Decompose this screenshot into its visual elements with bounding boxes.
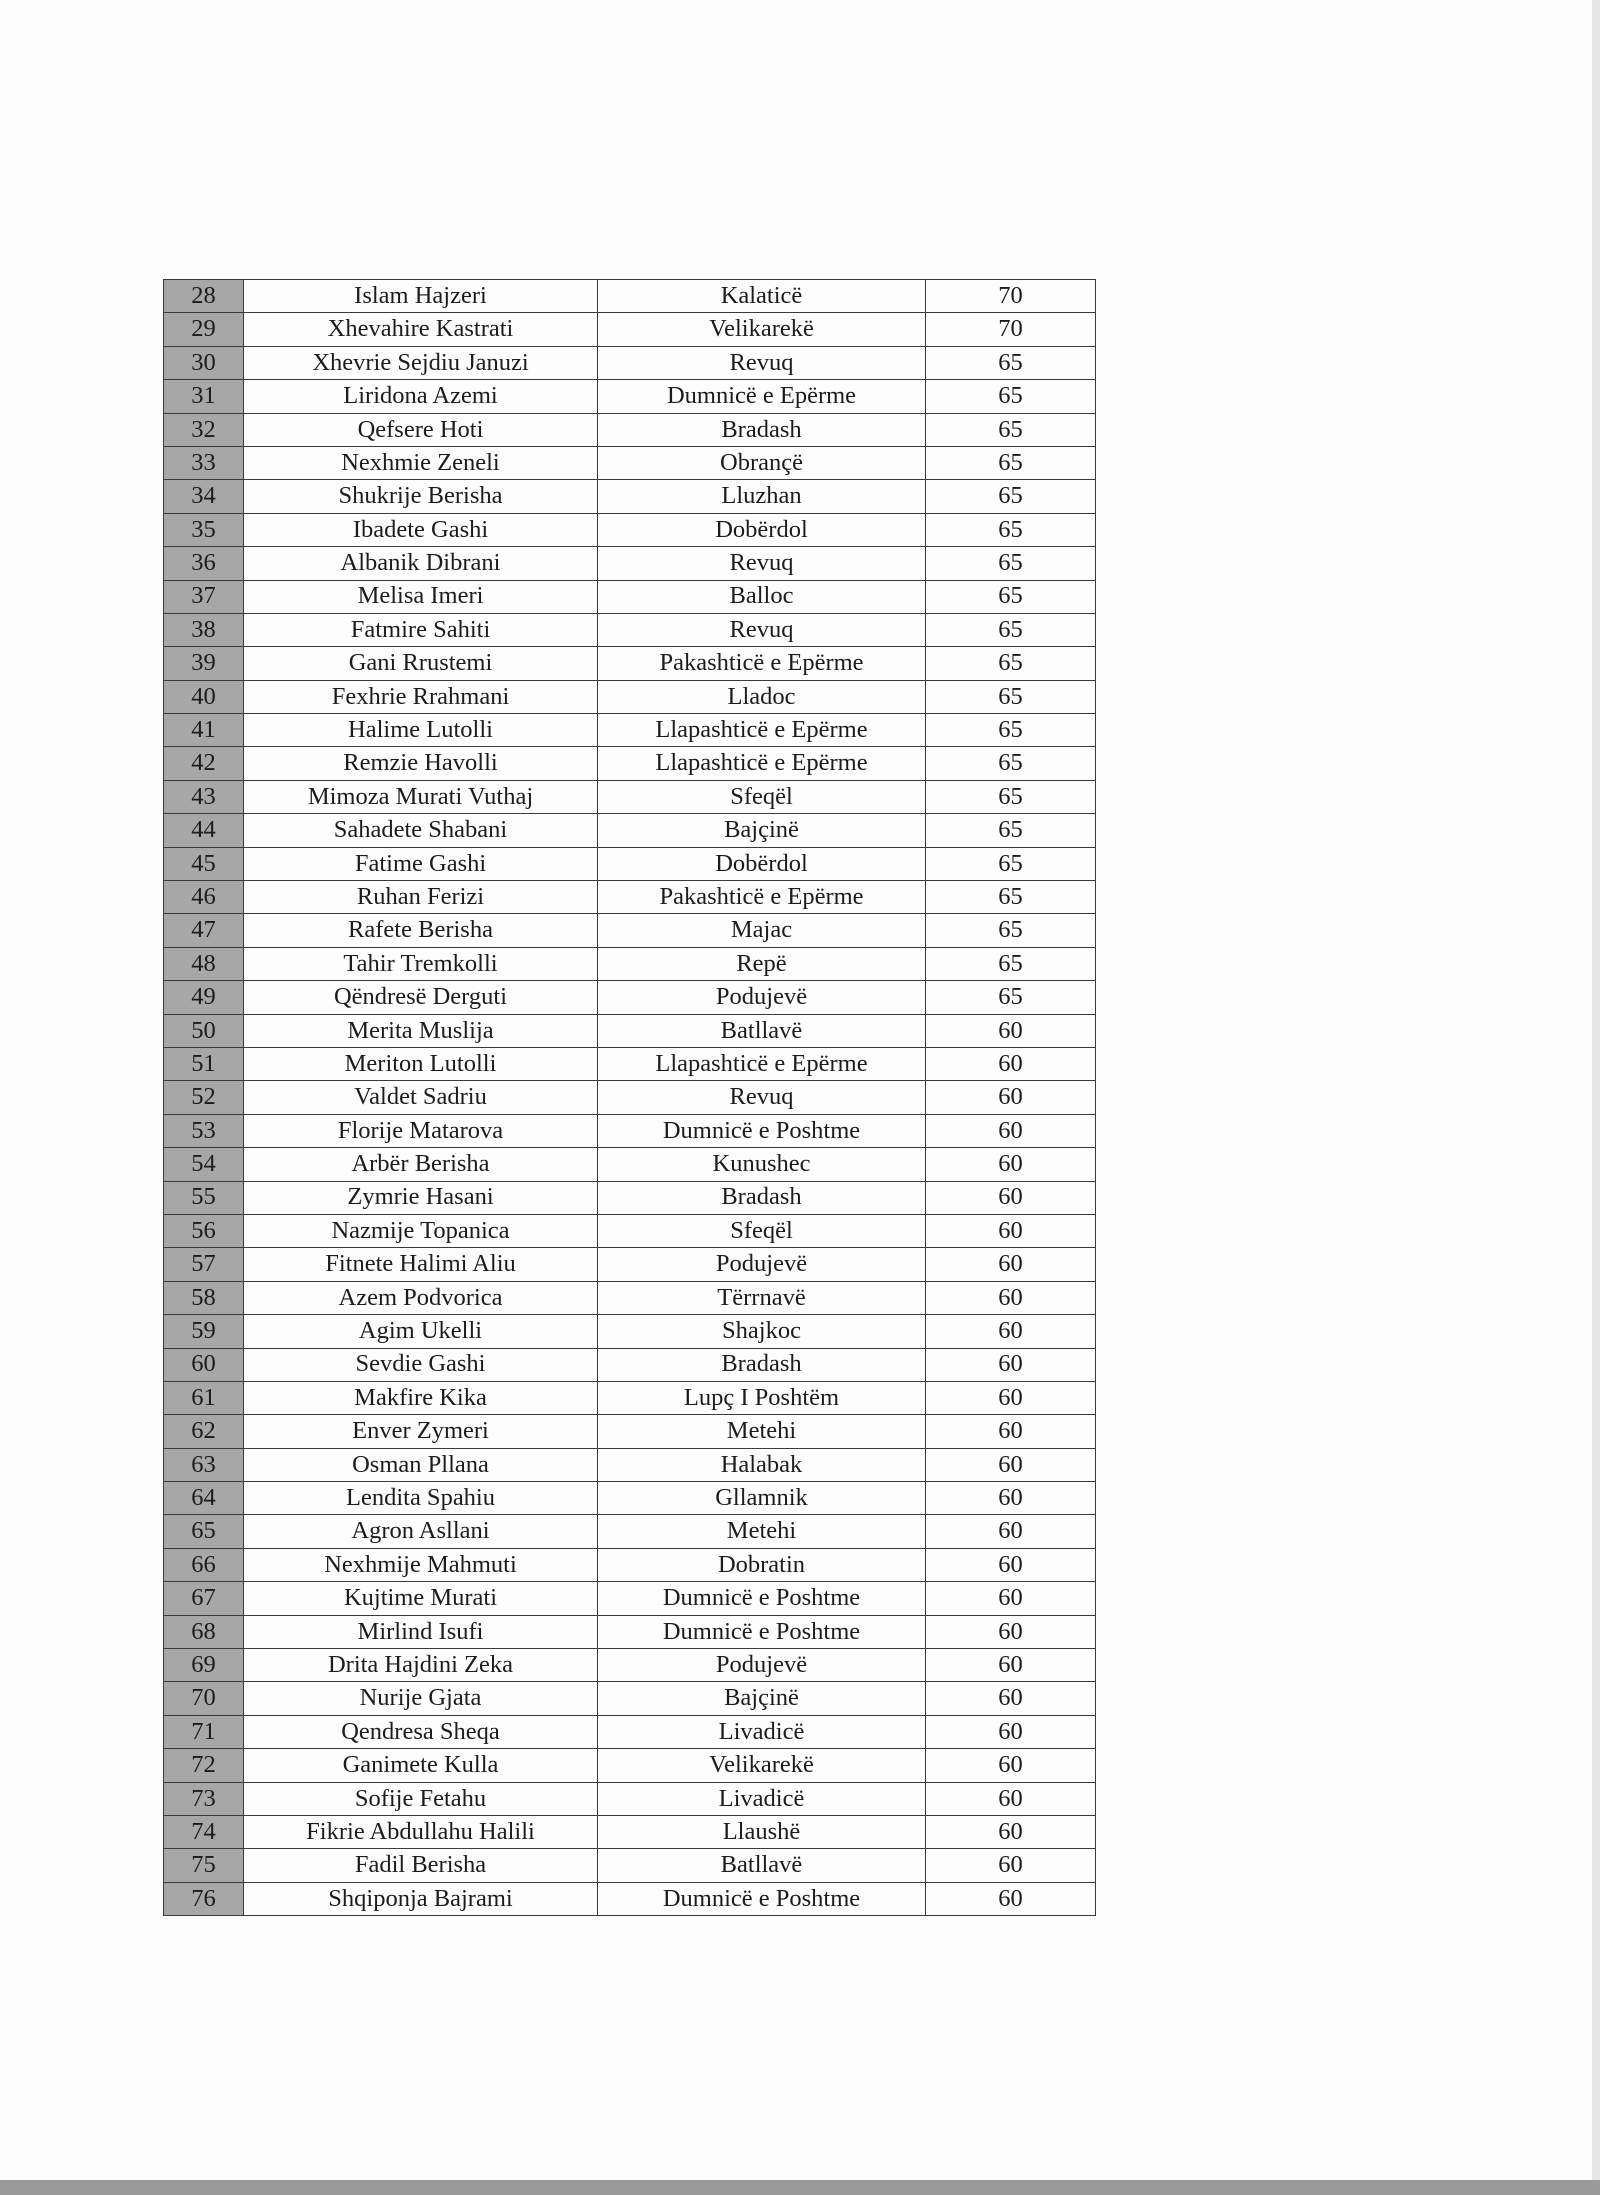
table-row xyxy=(164,346,1096,379)
person-name: Fadil Berisha xyxy=(244,1849,598,1882)
points-value: 60 xyxy=(926,1448,1096,1481)
person-name: Shukrije Berisha xyxy=(244,480,598,513)
table-row xyxy=(164,280,1096,313)
person-name: Qendresa Sheqa xyxy=(244,1715,598,1748)
village-name: Dumnicë e Poshtme xyxy=(598,1882,926,1915)
row-number: 41 xyxy=(164,714,244,747)
row-number: 67 xyxy=(164,1582,244,1615)
row-number: 54 xyxy=(164,1148,244,1181)
village-name: Bradash xyxy=(598,1348,926,1381)
person-name: Agim Ukelli xyxy=(244,1315,598,1348)
village-name: Llaushë xyxy=(598,1815,926,1848)
row-number: 71 xyxy=(164,1715,244,1748)
village-name: Metehi xyxy=(598,1415,926,1448)
table-row xyxy=(164,547,1096,580)
table-row xyxy=(164,1248,1096,1281)
village-name: Batllavë xyxy=(598,1849,926,1882)
person-name: Fitnete Halimi Aliu xyxy=(244,1248,598,1281)
person-name: Fatime Gashi xyxy=(244,847,598,880)
points-value: 65 xyxy=(926,346,1096,379)
points-value: 65 xyxy=(926,747,1096,780)
points-value: 65 xyxy=(926,814,1096,847)
row-number: 74 xyxy=(164,1815,244,1848)
village-name: Sfeqël xyxy=(598,1214,926,1247)
points-value: 65 xyxy=(926,714,1096,747)
points-value: 60 xyxy=(926,1782,1096,1815)
person-name: Albanik Dibrani xyxy=(244,547,598,580)
table-row xyxy=(164,1582,1096,1615)
row-number: 43 xyxy=(164,780,244,813)
table-row xyxy=(164,1415,1096,1448)
points-value: 65 xyxy=(926,847,1096,880)
results-table xyxy=(163,279,1096,1916)
row-number: 45 xyxy=(164,847,244,880)
person-name: Kujtime Murati xyxy=(244,1582,598,1615)
person-name: Xhevahire Kastrati xyxy=(244,313,598,346)
points-value: 70 xyxy=(926,280,1096,313)
row-number: 61 xyxy=(164,1381,244,1414)
points-value: 60 xyxy=(926,1715,1096,1748)
person-name: Enver Zymeri xyxy=(244,1415,598,1448)
points-value: 60 xyxy=(926,1281,1096,1314)
points-value: 60 xyxy=(926,1248,1096,1281)
table-row xyxy=(164,613,1096,646)
row-number: 50 xyxy=(164,1014,244,1047)
table-row xyxy=(164,1782,1096,1815)
points-value: 65 xyxy=(926,647,1096,680)
village-name: Dumnicë e Poshtme xyxy=(598,1582,926,1615)
village-name: Bradash xyxy=(598,413,926,446)
row-number: 52 xyxy=(164,1081,244,1114)
table-row xyxy=(164,1749,1096,1782)
person-name: Zymrie Hasani xyxy=(244,1181,598,1214)
points-value: 65 xyxy=(926,981,1096,1014)
row-number: 47 xyxy=(164,914,244,947)
points-value: 65 xyxy=(926,413,1096,446)
row-number: 31 xyxy=(164,380,244,413)
village-name: Lluzhan xyxy=(598,480,926,513)
points-value: 65 xyxy=(926,380,1096,413)
person-name: Valdet Sadriu xyxy=(244,1081,598,1114)
row-number: 29 xyxy=(164,313,244,346)
table-row xyxy=(164,814,1096,847)
table-row xyxy=(164,881,1096,914)
row-number: 72 xyxy=(164,1749,244,1782)
table-row xyxy=(164,1114,1096,1147)
village-name: Tërrnavë xyxy=(598,1281,926,1314)
table-row xyxy=(164,1515,1096,1548)
village-name: Llapashticë e Epërme xyxy=(598,1047,926,1080)
row-number: 42 xyxy=(164,747,244,780)
table-row xyxy=(164,480,1096,513)
table-row xyxy=(164,1548,1096,1581)
table-row xyxy=(164,714,1096,747)
village-name: Bradash xyxy=(598,1181,926,1214)
person-name: Drita Hajdini Zeka xyxy=(244,1649,598,1682)
table-row xyxy=(164,981,1096,1014)
table-row xyxy=(164,1682,1096,1715)
person-name: Halime Lutolli xyxy=(244,714,598,747)
table-row xyxy=(164,1047,1096,1080)
row-number: 51 xyxy=(164,1047,244,1080)
row-number: 58 xyxy=(164,1281,244,1314)
points-value: 60 xyxy=(926,1148,1096,1181)
table-row xyxy=(164,647,1096,680)
row-number: 66 xyxy=(164,1548,244,1581)
village-name: Gllamnik xyxy=(598,1482,926,1515)
village-name: Lupç I Poshtëm xyxy=(598,1381,926,1414)
row-number: 40 xyxy=(164,680,244,713)
points-value: 60 xyxy=(926,1882,1096,1915)
table-row xyxy=(164,847,1096,880)
table-row xyxy=(164,1315,1096,1348)
row-number: 35 xyxy=(164,513,244,546)
table-row xyxy=(164,513,1096,546)
person-name: Mirlind Isufi xyxy=(244,1615,598,1648)
village-name: Livadicë xyxy=(598,1715,926,1748)
row-number: 75 xyxy=(164,1849,244,1882)
points-value: 65 xyxy=(926,780,1096,813)
person-name: Osman Pllana xyxy=(244,1448,598,1481)
row-number: 48 xyxy=(164,947,244,980)
village-name: Lladoc xyxy=(598,680,926,713)
points-value: 60 xyxy=(926,1415,1096,1448)
village-name: Dumnicë e Epërme xyxy=(598,380,926,413)
village-name: Bajçinë xyxy=(598,1682,926,1715)
village-name: Pakashticë e Epërme xyxy=(598,647,926,680)
village-name: Bajçinë xyxy=(598,814,926,847)
person-name: Xhevrie Sejdiu Januzi xyxy=(244,346,598,379)
points-value: 65 xyxy=(926,914,1096,947)
row-number: 33 xyxy=(164,446,244,479)
table-row xyxy=(164,914,1096,947)
table-row xyxy=(164,580,1096,613)
person-name: Sofije Fetahu xyxy=(244,1782,598,1815)
row-number: 32 xyxy=(164,413,244,446)
points-value: 65 xyxy=(926,580,1096,613)
points-value: 65 xyxy=(926,947,1096,980)
village-name: Dobërdol xyxy=(598,513,926,546)
points-value: 60 xyxy=(926,1682,1096,1715)
table-row xyxy=(164,680,1096,713)
row-number: 69 xyxy=(164,1649,244,1682)
table-row xyxy=(164,1882,1096,1915)
points-value: 60 xyxy=(926,1181,1096,1214)
row-number: 49 xyxy=(164,981,244,1014)
row-number: 53 xyxy=(164,1114,244,1147)
row-number: 63 xyxy=(164,1448,244,1481)
person-name: Shqiponja Bajrami xyxy=(244,1882,598,1915)
person-name: Meriton Lutolli xyxy=(244,1047,598,1080)
scan-bottom-edge xyxy=(0,2180,1600,2195)
village-name: Dumnicë e Poshtme xyxy=(598,1114,926,1147)
person-name: Gani Rrustemi xyxy=(244,647,598,680)
points-value: 60 xyxy=(926,1815,1096,1848)
person-name: Makfire Kika xyxy=(244,1381,598,1414)
points-value: 65 xyxy=(926,881,1096,914)
person-name: Azem Podvorica xyxy=(244,1281,598,1314)
village-name: Revuq xyxy=(598,613,926,646)
village-name: Kunushec xyxy=(598,1148,926,1181)
points-value: 60 xyxy=(926,1081,1096,1114)
person-name: Ruhan Ferizi xyxy=(244,881,598,914)
row-number: 68 xyxy=(164,1615,244,1648)
person-name: Liridona Azemi xyxy=(244,380,598,413)
row-number: 64 xyxy=(164,1482,244,1515)
row-number: 38 xyxy=(164,613,244,646)
person-name: Fikrie Abdullahu Halili xyxy=(244,1815,598,1848)
table-row xyxy=(164,413,1096,446)
person-name: Nazmije Topanica xyxy=(244,1214,598,1247)
points-value: 60 xyxy=(926,1315,1096,1348)
table-row xyxy=(164,1649,1096,1682)
person-name: Ganimete Kulla xyxy=(244,1749,598,1782)
points-value: 65 xyxy=(926,480,1096,513)
points-value: 60 xyxy=(926,1615,1096,1648)
row-number: 44 xyxy=(164,814,244,847)
points-value: 65 xyxy=(926,513,1096,546)
table-row xyxy=(164,1281,1096,1314)
person-name: Sahadete Shabani xyxy=(244,814,598,847)
points-value: 60 xyxy=(926,1749,1096,1782)
village-name: Dobërdol xyxy=(598,847,926,880)
row-number: 59 xyxy=(164,1315,244,1348)
points-value: 60 xyxy=(926,1582,1096,1615)
row-number: 36 xyxy=(164,547,244,580)
village-name: Revuq xyxy=(598,346,926,379)
person-name: Merita Muslija xyxy=(244,1014,598,1047)
person-name: Florije Matarova xyxy=(244,1114,598,1147)
person-name: Arbër Berisha xyxy=(244,1148,598,1181)
table-row xyxy=(164,1181,1096,1214)
person-name: Qefsere Hoti xyxy=(244,413,598,446)
row-number: 76 xyxy=(164,1882,244,1915)
table-row xyxy=(164,1482,1096,1515)
village-name: Revuq xyxy=(598,547,926,580)
row-number: 55 xyxy=(164,1181,244,1214)
village-name: Balloc xyxy=(598,580,926,613)
village-name: Metehi xyxy=(598,1515,926,1548)
row-number: 62 xyxy=(164,1415,244,1448)
points-value: 60 xyxy=(926,1114,1096,1147)
table-row xyxy=(164,313,1096,346)
village-name: Podujevë xyxy=(598,1649,926,1682)
points-value: 60 xyxy=(926,1548,1096,1581)
row-number: 28 xyxy=(164,280,244,313)
table-row xyxy=(164,446,1096,479)
table-row xyxy=(164,380,1096,413)
village-name: Dobratin xyxy=(598,1548,926,1581)
village-name: Revuq xyxy=(598,1081,926,1114)
person-name: Nexhmije Mahmuti xyxy=(244,1548,598,1581)
person-name: Tahir Tremkolli xyxy=(244,947,598,980)
table-row xyxy=(164,1815,1096,1848)
row-number: 34 xyxy=(164,480,244,513)
table-row xyxy=(164,1348,1096,1381)
points-value: 70 xyxy=(926,313,1096,346)
points-value: 65 xyxy=(926,547,1096,580)
points-value: 60 xyxy=(926,1515,1096,1548)
table-row xyxy=(164,1615,1096,1648)
points-value: 60 xyxy=(926,1214,1096,1247)
person-name: Qëndresë Derguti xyxy=(244,981,598,1014)
person-name: Mimoza Murati Vuthaj xyxy=(244,780,598,813)
points-value: 60 xyxy=(926,1014,1096,1047)
person-name: Melisa Imeri xyxy=(244,580,598,613)
row-number: 65 xyxy=(164,1515,244,1548)
village-name: Velikarekë xyxy=(598,313,926,346)
village-name: Batllavë xyxy=(598,1014,926,1047)
row-number: 73 xyxy=(164,1782,244,1815)
village-name: Livadicë xyxy=(598,1782,926,1815)
village-name: Repë xyxy=(598,947,926,980)
table-row xyxy=(164,947,1096,980)
table-row xyxy=(164,780,1096,813)
row-number: 70 xyxy=(164,1682,244,1715)
person-name: Fatmire Sahiti xyxy=(244,613,598,646)
row-number: 57 xyxy=(164,1248,244,1281)
row-number: 46 xyxy=(164,881,244,914)
village-name: Kalaticë xyxy=(598,280,926,313)
village-name: Halabak xyxy=(598,1448,926,1481)
row-number: 39 xyxy=(164,647,244,680)
person-name: Islam Hajzeri xyxy=(244,280,598,313)
table-row xyxy=(164,1715,1096,1748)
village-name: Podujevë xyxy=(598,981,926,1014)
points-value: 65 xyxy=(926,613,1096,646)
points-value: 60 xyxy=(926,1649,1096,1682)
village-name: Dumnicë e Poshtme xyxy=(598,1615,926,1648)
row-number: 37 xyxy=(164,580,244,613)
table-row xyxy=(164,1448,1096,1481)
table-row xyxy=(164,1381,1096,1414)
person-name: Lendita Spahiu xyxy=(244,1482,598,1515)
person-name: Nexhmie Zeneli xyxy=(244,446,598,479)
points-value: 60 xyxy=(926,1348,1096,1381)
table-row xyxy=(164,747,1096,780)
person-name: Fexhrie Rrahmani xyxy=(244,680,598,713)
row-number: 30 xyxy=(164,346,244,379)
table-row xyxy=(164,1148,1096,1181)
person-name: Ibadete Gashi xyxy=(244,513,598,546)
points-value: 60 xyxy=(926,1047,1096,1080)
table-row xyxy=(164,1014,1096,1047)
village-name: Sfeqël xyxy=(598,780,926,813)
points-value: 60 xyxy=(926,1849,1096,1882)
person-name: Rafete Berisha xyxy=(244,914,598,947)
person-name: Nurije Gjata xyxy=(244,1682,598,1715)
person-name: Sevdie Gashi xyxy=(244,1348,598,1381)
results-table-body xyxy=(164,280,1096,1916)
row-number: 60 xyxy=(164,1348,244,1381)
village-name: Velikarekë xyxy=(598,1749,926,1782)
village-name: Shajkoc xyxy=(598,1315,926,1348)
village-name: Llapashticë e Epërme xyxy=(598,714,926,747)
village-name: Podujevë xyxy=(598,1248,926,1281)
points-value: 65 xyxy=(926,446,1096,479)
row-number: 56 xyxy=(164,1214,244,1247)
table-row xyxy=(164,1081,1096,1114)
person-name: Remzie Havolli xyxy=(244,747,598,780)
points-value: 65 xyxy=(926,680,1096,713)
village-name: Obrançë xyxy=(598,446,926,479)
points-value: 60 xyxy=(926,1381,1096,1414)
table-row xyxy=(164,1849,1096,1882)
scan-right-edge xyxy=(1592,0,1600,2195)
person-name: Agron Asllani xyxy=(244,1515,598,1548)
village-name: Majac xyxy=(598,914,926,947)
points-value: 60 xyxy=(926,1482,1096,1515)
village-name: Llapashticë e Epërme xyxy=(598,747,926,780)
village-name: Pakashticë e Epërme xyxy=(598,881,926,914)
table-row xyxy=(164,1214,1096,1247)
